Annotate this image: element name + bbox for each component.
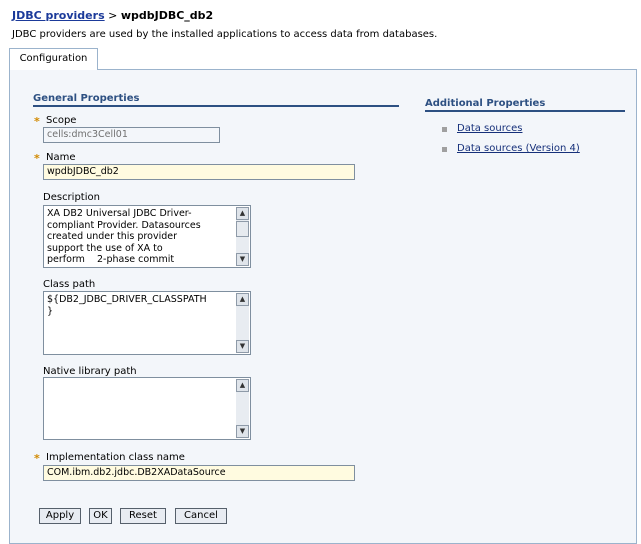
class-path-scrollbar[interactable] (236, 293, 249, 353)
apply-button[interactable]: Apply (39, 508, 81, 524)
reset-button[interactable]: Reset (120, 508, 166, 524)
scroll-up-arrow-icon[interactable]: ▲ (236, 207, 249, 220)
ok-button[interactable]: OK (89, 508, 112, 524)
class-path-text: ${DB2_JDBC_DRIVER_CLASSPATH } (47, 294, 207, 317)
description-textarea[interactable] (43, 205, 251, 268)
scope-field: cells:dmc3Cell01 (43, 127, 220, 143)
required-marker: * (34, 115, 40, 128)
page-description: JDBC providers are used by the installed applications to access data from databases. (12, 29, 438, 40)
scroll-up-arrow-icon[interactable]: ▲ (236, 293, 249, 306)
scrollbar-thumb[interactable] (236, 221, 249, 237)
general-properties-heading: General Properties (33, 93, 140, 104)
bullet-icon (442, 147, 447, 152)
scope-label: Scope (46, 115, 77, 126)
breadcrumb-separator: > (108, 9, 118, 22)
data-sources-link[interactable]: Data sources (457, 123, 523, 134)
additional-properties-heading: Additional Properties (425, 98, 546, 109)
scroll-down-arrow-icon[interactable]: ▼ (236, 340, 249, 353)
native-library-path-scrollbar[interactable] (236, 379, 249, 438)
data-sources-v4-link[interactable]: Data sources (Version 4) (457, 143, 580, 154)
native-library-path-textarea[interactable] (43, 377, 251, 440)
implementation-class-input[interactable]: COM.ibm.db2.jdbc.DB2XADataSource (43, 465, 355, 481)
cancel-button[interactable]: Cancel (175, 508, 227, 524)
name-label: Name (46, 152, 76, 163)
required-marker: * (34, 152, 40, 165)
breadcrumb-link-jdbc-providers[interactable]: JDBC providers (12, 9, 105, 22)
class-path-textarea[interactable] (43, 291, 251, 355)
additional-properties-rule (425, 110, 625, 112)
required-marker: * (34, 452, 40, 465)
description-label: Description (43, 192, 100, 203)
description-scrollbar[interactable] (236, 207, 249, 266)
native-library-path-label: Native library path (43, 366, 137, 377)
general-properties-rule (33, 105, 399, 107)
scroll-down-arrow-icon[interactable]: ▼ (236, 253, 249, 266)
bullet-icon (442, 127, 447, 132)
description-text: XA DB2 Universal JDBC Driver- compliant Provider. Datasources created under this provider support the use of XA to perform 2-phase commit (47, 208, 201, 266)
breadcrumb (12, 9, 213, 22)
implementation-class-label: Implementation class name (46, 452, 185, 463)
scroll-down-arrow-icon[interactable]: ▼ (236, 425, 249, 438)
tab-configuration[interactable]: Configuration (9, 48, 98, 70)
class-path-label: Class path (43, 279, 96, 290)
name-input[interactable]: wpdbJDBC_db2 (43, 164, 355, 180)
breadcrumb-current: wpdbJDBC_db2 (120, 9, 214, 22)
scroll-up-arrow-icon[interactable]: ▲ (236, 379, 249, 392)
